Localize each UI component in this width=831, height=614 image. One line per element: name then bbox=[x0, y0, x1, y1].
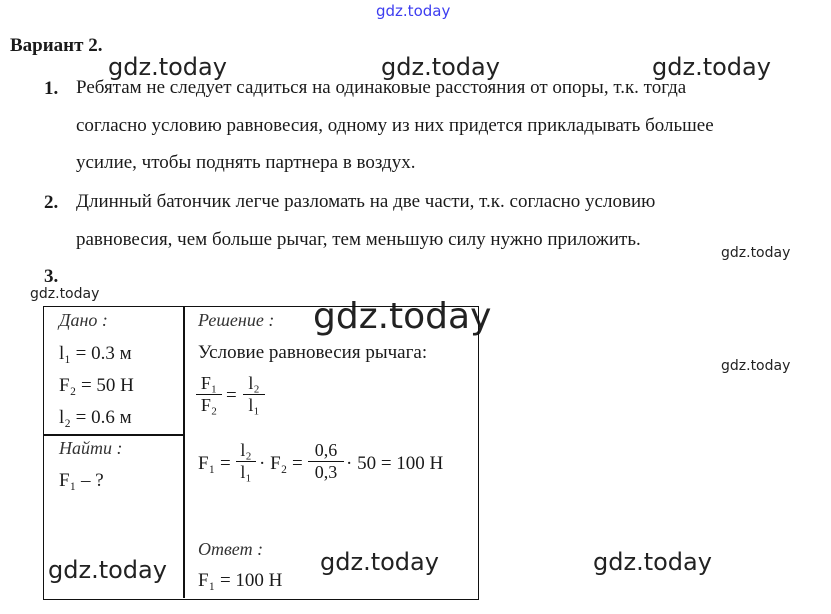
fraction-denominator: l₁ bbox=[243, 394, 265, 416]
item-number: 3. bbox=[44, 266, 59, 287]
fraction-denominator: l₁ bbox=[236, 461, 256, 483]
find-value: F₁ – ? bbox=[59, 470, 104, 491]
answer-value: F₁ = 100 Н bbox=[198, 570, 283, 591]
fraction-numerator: F₁ bbox=[200, 373, 218, 393]
item-line: равновесия, чем больше рычаг, тем меньшую силу нужно приложить. bbox=[76, 229, 641, 250]
solution-label: Решение : bbox=[198, 310, 275, 330]
table-divider bbox=[183, 306, 185, 598]
equation-prefix: F₁ = bbox=[198, 453, 231, 474]
fraction bbox=[196, 373, 222, 416]
watermark: gdz.today bbox=[30, 286, 100, 302]
watermark: gdz.today bbox=[593, 548, 712, 576]
fraction bbox=[243, 373, 265, 416]
equals-sign: = bbox=[226, 385, 237, 406]
watermark: gdz.today bbox=[320, 548, 439, 576]
watermark: gdz.today bbox=[652, 53, 771, 81]
answer-label: Ответ : bbox=[198, 539, 264, 559]
find-label: Найти : bbox=[59, 438, 123, 458]
watermark: gdz.today bbox=[721, 245, 791, 261]
equilibrium-condition: Условие равновесия рычага: bbox=[198, 342, 428, 363]
fraction-numerator: l₂ bbox=[248, 373, 260, 393]
watermark: gdz.today bbox=[313, 296, 492, 337]
item-line: Длинный батончик легче разломать на две части, т.к. согласно условию bbox=[76, 191, 656, 212]
fraction bbox=[308, 440, 344, 483]
watermark: gdz.today bbox=[108, 53, 227, 81]
given-value: F₂ = 50 Н bbox=[59, 375, 134, 396]
table-divider bbox=[43, 434, 184, 436]
item-number: 2. bbox=[44, 192, 59, 213]
given-value: l₂ = 0.6 м bbox=[59, 407, 132, 428]
equation-tail: · 50 = 100 Н bbox=[346, 453, 444, 474]
watermark-top: gdz.today bbox=[376, 2, 451, 20]
given-value: l₁ = 0.3 м bbox=[59, 343, 132, 364]
equation-middle: · F₂ = bbox=[259, 453, 303, 474]
watermark: gdz.today bbox=[721, 358, 791, 374]
fraction-numerator: l₂ bbox=[240, 440, 252, 460]
given-label: Дано : bbox=[59, 310, 108, 330]
fraction-denominator: F₂ bbox=[196, 394, 222, 416]
item-line: Ребятам не следует садиться на одинаковые расстояния от опоры, т.к. тогда bbox=[76, 77, 687, 98]
item-line: согласно условию равновесия, одному из них придется прикладывать большее bbox=[76, 115, 714, 136]
watermark: gdz.today bbox=[48, 556, 167, 584]
watermark: gdz.today bbox=[381, 53, 500, 81]
item-number: 1. bbox=[44, 78, 59, 99]
fraction-numerator: 0,6 bbox=[314, 440, 338, 460]
item-line: усилие, чтобы поднять партнера в воздух. bbox=[76, 152, 416, 173]
variant-title: Вариант 2. bbox=[10, 35, 103, 56]
fraction bbox=[236, 440, 256, 483]
fraction-denominator: 0,3 bbox=[308, 461, 344, 483]
